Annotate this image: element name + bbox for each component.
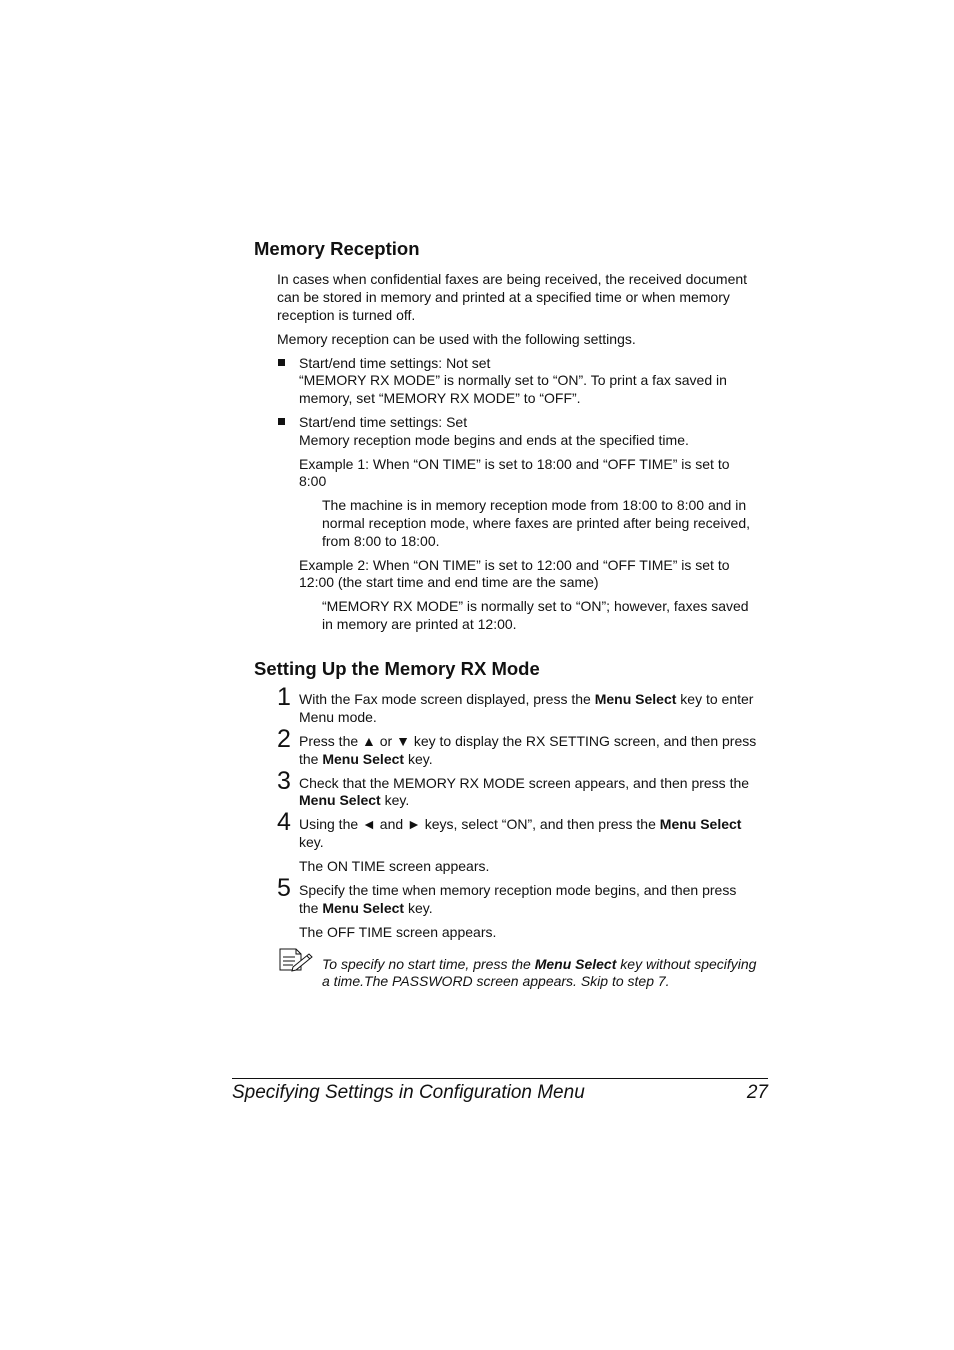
step-number: 5 (277, 874, 291, 902)
example1-detail2: normal reception mode, where faxes are printed after being received, (322, 515, 751, 531)
bullet2-line1: Start/end time settings: Set (299, 414, 468, 430)
step4-result: The ON TIME screen appears. (299, 858, 490, 874)
bullet-square-icon (278, 418, 285, 425)
bullet2-line2: Memory reception mode begins and ends at the specified time. (299, 432, 689, 448)
step-number: 1 (277, 683, 291, 711)
step3-line1: Check that the MEMORY RX MODE screen appears, and then press the (299, 775, 750, 791)
example1-line2: 8:00 (299, 473, 327, 489)
section-heading-memory-reception: Memory Reception (254, 238, 420, 259)
example2-line1: Example 2: When “ON TIME” is set to 12:00 and “OFF TIME” is set to (299, 557, 730, 573)
bullet1-line3: memory, set “MEMORY RX MODE” to “OFF”. (299, 390, 581, 406)
example1-detail3: from 8:00 to 18:00. (322, 533, 440, 549)
step5-line2: the Menu Select key. (299, 900, 433, 916)
bullet1-line2: “MEMORY RX MODE” is normally set to “ON”. To print a fax saved in (299, 372, 727, 388)
step5-line1: Specify the time when memory reception mode begins, and then press (299, 882, 737, 898)
example2-detail2: in memory are printed at 12:00. (322, 616, 517, 632)
step2-line1: Press the ▲ or ▼ key to display the RX SETTING screen, and then press (299, 733, 757, 749)
note-pencil-icon (279, 948, 313, 972)
footer-title: Specifying Settings in Configuration Menu (232, 1082, 585, 1103)
step3-line2: Menu Select key. (299, 792, 410, 808)
step1-line2: Menu mode. (299, 709, 377, 725)
step1-line1: With the Fax mode screen displayed, press the Menu Select key to enter (299, 691, 754, 707)
bullet1-line1: Start/end time settings: Not set (299, 355, 491, 371)
section-heading-setting-up: Setting Up the Memory RX Mode (254, 658, 540, 679)
intro-line-1: In cases when confidential faxes are being received, the received document (277, 271, 748, 287)
step-number: 2 (277, 725, 291, 753)
step4-line2: key. (299, 834, 324, 850)
intro-line-2: can be stored in memory and printed at a specified time or when memory (277, 289, 730, 305)
step-number: 4 (277, 808, 291, 836)
note-line1: To specify no start time, press the Menu Select key without specifying (322, 956, 757, 972)
step4-line1: Using the ◄ and ► keys, select “ON”, and then press the Menu Select (299, 816, 742, 832)
step-number: 3 (277, 767, 291, 795)
note-line2: a time.The PASSWORD screen appears. Skip to step 7. (322, 973, 670, 989)
page-number: 27 (746, 1082, 768, 1103)
example2-detail1: “MEMORY RX MODE” is normally set to “ON”; however, faxes saved (322, 598, 749, 614)
step2-line2: the Menu Select key. (299, 751, 433, 767)
footer-rule (232, 1078, 768, 1079)
example1-line1: Example 1: When “ON TIME” is set to 18:00 and “OFF TIME” is set to (299, 456, 730, 472)
step5-result: The OFF TIME screen appears. (299, 924, 497, 940)
bullet-square-icon (278, 359, 285, 366)
usage-text: Memory reception can be used with the following settings. (277, 331, 636, 347)
intro-line-3: reception is turned off. (277, 307, 416, 323)
example2-line2: 12:00 (the start time and end time are the same) (299, 574, 599, 590)
example1-detail1: The machine is in memory reception mode from 18:00 to 8:00 and in (322, 497, 747, 513)
